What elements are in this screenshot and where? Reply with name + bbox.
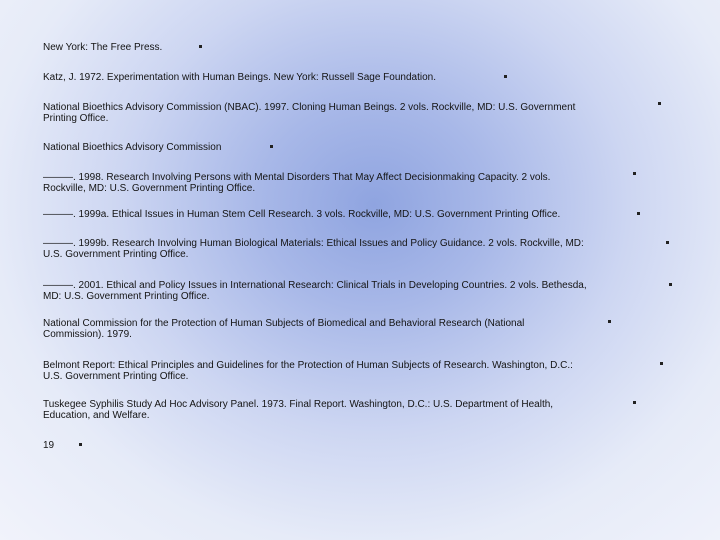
reference-line: National Bioethics Advisory Commission — [43, 142, 222, 153]
reference-entry — [43, 172, 550, 194]
reference-line: National Bioethics Advisory Commission (NBAC). 1997. Cloning Human Beings. 2 vols. Rockville, MD: U.S. Government — [43, 102, 576, 113]
bullet-marker — [658, 102, 661, 105]
bullet-marker — [199, 45, 202, 48]
reference-line: Rockville, MD: U.S. Government Printing Office. — [43, 183, 256, 194]
reference-entry — [43, 72, 436, 83]
reference-line: ———. 1999b. Research Involving Human Biological Materials: Ethical Issues and Policy Guidance. 2 vols. Rockville, MD: — [43, 238, 584, 249]
reference-line: Commission). 1979. — [43, 329, 132, 340]
bullet-marker — [270, 145, 273, 148]
reference-entry — [43, 42, 162, 53]
reference-line: MD: U.S. Government Printing Office. — [43, 291, 210, 302]
reference-entry — [43, 280, 587, 302]
reference-entry — [43, 238, 584, 260]
reference-line: Katz, J. 1972. Experimentation with Human Beings. New York: Russell Sage Foundation. — [43, 72, 436, 83]
reference-line: Printing Office. — [43, 113, 109, 124]
reference-line: New York: The Free Press. — [43, 42, 163, 53]
reference-line: Belmont Report: Ethical Principles and Guidelines for the Protection of Human Subjects of Research. Washington, D.C.: — [43, 360, 573, 371]
bullet-marker — [660, 362, 663, 365]
page-number: 19 — [43, 440, 55, 451]
reference-entry — [43, 142, 221, 153]
reference-entry — [43, 360, 573, 382]
reference-line: Tuskegee Syphilis Study Ad Hoc Advisory Panel. 1973. Final Report. Washington, D.C.: U.S. Department of Health, — [43, 399, 554, 410]
bullet-marker — [633, 172, 636, 175]
bullet-marker — [666, 241, 669, 244]
reference-entry — [43, 209, 560, 220]
reference-entry — [43, 102, 575, 124]
reference-entry — [43, 318, 524, 340]
reference-line: U.S. Government Printing Office. — [43, 249, 189, 260]
bullet-marker — [504, 75, 507, 78]
reference-line: ———. 1999a. Ethical Issues in Human Stem Cell Research. 3 vols. Rockville, MD: U.S. Government Printing Office. — [43, 209, 561, 220]
bullet-marker — [608, 320, 611, 323]
reference-line: ———. 2001. Ethical and Policy Issues in International Research: Clinical Trials in Developing Countries. 2 vols. Bethesda, — [43, 280, 587, 291]
reference-line: U.S. Government Printing Office. — [43, 371, 189, 382]
bullet-marker — [637, 212, 640, 215]
bullet-marker — [669, 283, 672, 286]
bullet-marker — [79, 443, 82, 446]
reference-line: National Commission for the Protection of Human Subjects of Biomedical and Behavioral Research (National — [43, 318, 525, 329]
reference-line: ———. 1998. Research Involving Persons with Mental Disorders That May Affect Decisionmaking Capacity. 2 vols. — [43, 172, 551, 183]
reference-line: Education, and Welfare. — [43, 410, 150, 421]
reference-entry — [43, 399, 553, 421]
bullet-marker — [633, 401, 636, 404]
